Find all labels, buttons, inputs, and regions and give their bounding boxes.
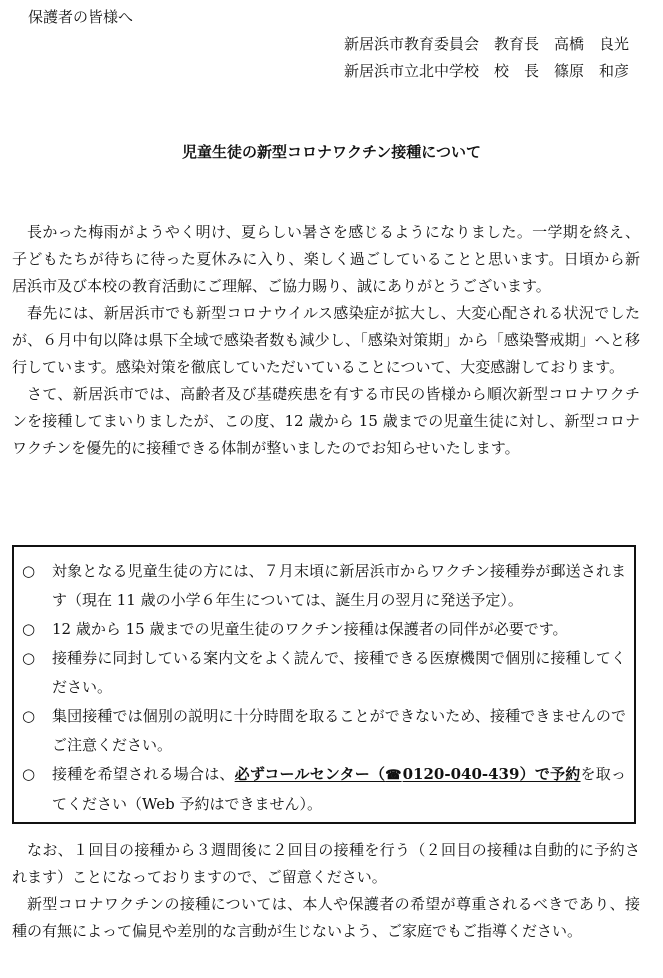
notice-item-text [52,760,626,819]
notice-item [22,615,626,644]
notice-item-text: 集団接種では個別の説明に十分時間を取ることができないため、接種できませんのでご注意ください。 [52,707,626,754]
circle-bullet-icon: ○ [22,562,36,580]
circle-bullet-icon: ○ [22,765,36,783]
notice-item-text: 対象となる児童生徒の方には、７月末頃に新居浜市からワクチン接種券が郵送されます（現在 11 歳の小学６年生については、誕生月の翌月に発送予定）。 [52,562,626,609]
call-center-emphasis [235,765,581,783]
notice-item-text: 12 歳から 15 歳までの児童生徒のワクチン接種は保護者の同伴が必要です。 [52,620,568,638]
reservation-text-after: を取ってください（Web 予約はできません）。 [52,765,626,813]
circle-bullet-icon: ○ [22,620,36,638]
notice-item-reservation [22,760,626,819]
intro-paragraph: さて、新居浜市では、高齢者及び基礎疾患を有する市民の皆様から順次新型コロナワクチンを接種してまいりましたが、この度、12 歳から 15 歳までの児童生徒に対し、新型コロナワクチンを優先的に接種できる体制が整いましたのでお知らせいたします。 [12,385,640,457]
outro-paragraph: なお、１回目の接種から３週間後に２回目の接種を行う（２回目の接種は自動的に予約されます）ことになっておりますので、ご留意ください。 [12,841,640,886]
call-center-label: 必ずコールセンター（ [234,765,386,783]
document-title: 児童生徒の新型コロナワクチン接種について [182,143,481,161]
outro-paragraph: 新型コロナワクチンの接種については、本人や保護者の希望が尊重されるべきであり、接種の有無によって偏見や差別的な言動が生じないよう、ご家庭でもご指導ください。 [12,895,640,940]
circle-bullet-icon: ○ [22,649,36,667]
outro-section [12,837,640,945]
notice-item [22,644,626,702]
intro-paragraph: 長かった梅雨がようやく明け、夏らしい暑さを感じるようになりました。一学期を終え、子どもたちが待ちに待った夏休みに入り、楽しく過ごしていることと思います。日頃から新居浜市及び本校の教育活動にご理解、ご協力賜り、誠にありがとうございます。 [12,223,640,295]
phone-icon: ☎ [385,768,402,783]
intro-section [12,219,640,462]
notice-box [12,545,636,824]
recipient-line: 保護者の皆様へ [28,8,134,26]
notice-item-text: 接種券に同封している案内文をよく読んで、接種できる医療機関で個別に接種してください。 [52,649,626,696]
sender-line-school-principal: 新居浜市立北中学校 校 長 篠原 和彦 [343,62,629,80]
reservation-text-before: 接種を希望される場合は、 [52,765,235,783]
notice-item [22,702,626,760]
circle-bullet-icon: ○ [22,707,36,725]
call-center-number: 0120-040-439）で予約 [402,765,581,783]
notice-item [22,557,626,615]
intro-paragraph: 春先には、新居浜市でも新型コロナウイルス感染症が拡大し、大変心配される状況でしたが、６月中旬以降は県下全域で感染者数も減少し、「感染対策期」から「感染警戒期」へと移行しています。感染対策を徹底していただいていることについて、大変感謝しております。 [12,304,640,376]
sender-line-board-of-education: 新居浜市教育委員会 教育長 高橋 良光 [343,35,629,53]
